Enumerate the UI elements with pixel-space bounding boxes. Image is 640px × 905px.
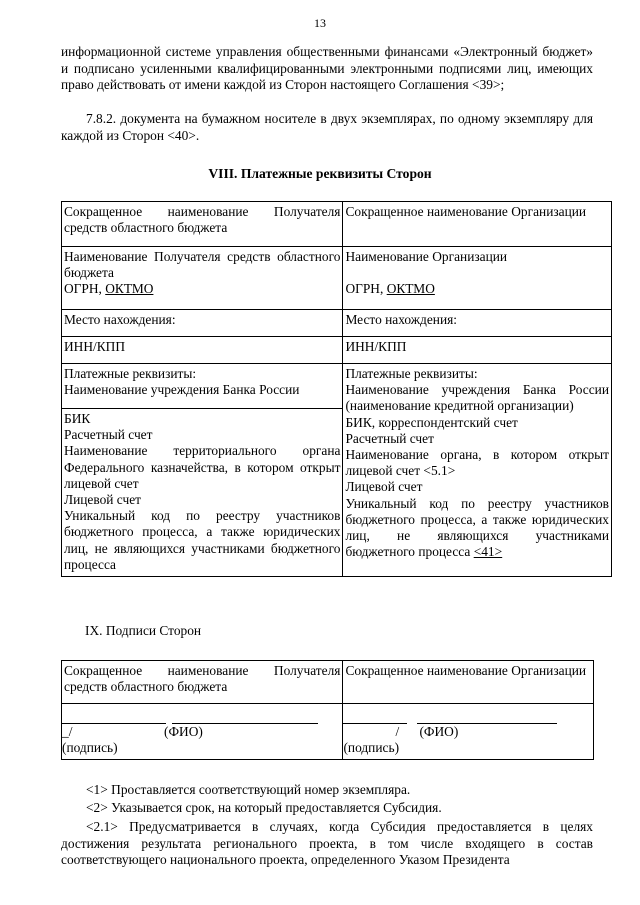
short-name-recipient-cell: Сокращенное наименование Получателя средств областного бюджета xyxy=(62,202,343,247)
signature-lines xyxy=(62,708,340,724)
recipient-inn-kpp-cell: ИНН/КПП xyxy=(62,337,343,364)
fio-caption: (ФИО) xyxy=(419,724,459,740)
recipient-payment-details-cell xyxy=(62,364,343,577)
personal-account-label: Лицевой счет xyxy=(64,492,142,508)
signature-lines xyxy=(343,708,591,724)
payment-details-label: Платежные реквизиты: xyxy=(345,366,478,381)
signature-caption: (подпись) xyxy=(343,740,400,756)
recipient-short-name-cell: Сокращенное наименование Получателя средств областного бюджета xyxy=(62,661,343,704)
table-row xyxy=(62,202,612,247)
table-row xyxy=(62,704,594,760)
personal-account-label: Лицевой счет xyxy=(345,479,423,495)
bik-label: БИК xyxy=(64,411,91,426)
recipient-name-label: Наименование Получателя средств областного бюджета xyxy=(64,249,341,281)
bank-name-label: Наименование учреждения Банка России (наименование кредитной организации) xyxy=(345,382,609,414)
recipient-name-cell xyxy=(62,247,343,310)
organization-ogrn-line xyxy=(345,281,609,297)
organization-inn-kpp-cell: ИНН/КПП xyxy=(343,337,612,364)
organization-payment-details-cell xyxy=(343,364,612,577)
organization-name-cell xyxy=(343,247,612,310)
section-8-title: VIII. Платежные реквизиты Сторон xyxy=(208,166,432,181)
settlement-account-label: Расчетный счет xyxy=(64,427,153,443)
signature-slash: / xyxy=(395,724,400,740)
account-body-label: Наименование органа, в котором открыт лицевой счет <5.1> xyxy=(345,447,609,479)
table-row xyxy=(62,364,612,577)
footnote-1: <1> Проставляется соответствующий номер экземпляра. xyxy=(86,782,411,797)
intro-paragraph-1: информационной системе управления общественными финансами «Электронный бюджет» и подписано усиленными квалифицированными электронными подписями лиц, имеющих право действовать от имени каждой из Сторон настоящего Соглашения <39>; xyxy=(61,44,593,93)
intro-paragraph-2: 7.8.2. документа на бумажном носителе в двух экземплярах, по одному экземпляру для каждой из Сторон <40>. xyxy=(61,111,593,143)
recipient-address-cell: Место нахождения: xyxy=(62,310,343,337)
footnote-2-1: <2.1> Предусматривается в случаях, когда Субсидия предоставляется в целях достижения результата регионального проекта, в том числе входящего в состав соответствующего национального проекта, определенного Указом Президента xyxy=(61,819,593,868)
treasury-body-label: Наименование территориального органа Федерального казначейства, в котором открыт лицевой счет xyxy=(64,443,341,491)
signature-slash: _/ xyxy=(62,724,73,740)
signature-caption-row xyxy=(343,724,591,740)
payment-details-table xyxy=(61,201,612,577)
organization-name-label: Наименование Организации xyxy=(345,249,508,264)
unique-code-text: Уникальный код по реестру участников бюджетного процесса, а также юридических лиц, не являющихся участниками бюджетного процесса xyxy=(345,495,609,560)
table-row xyxy=(62,247,612,310)
footnote-2: <2> Указывается срок, на который предоставляется Субсидия. xyxy=(86,800,442,815)
signature-caption-row xyxy=(62,724,340,740)
organization-signature-cell xyxy=(343,704,594,760)
table-row xyxy=(62,337,612,364)
recipient-ogrn-line xyxy=(64,281,340,297)
table-row xyxy=(62,661,594,704)
bank-name-label: Наименование учреждения Банка России xyxy=(64,382,300,398)
ogrn-label: ОГРН, xyxy=(64,281,106,297)
organization-short-name-cell: Сокращенное наименование Организации xyxy=(343,661,594,704)
fio-line xyxy=(172,709,318,724)
signature-caption: (подпись) xyxy=(62,740,118,756)
bik-corr-account-label: БИК, корреспондентский счет xyxy=(345,414,518,430)
signatures-table xyxy=(61,660,594,760)
footnote-41-link[interactable]: <41> xyxy=(473,544,503,560)
organization-address-cell: Место нахождения: xyxy=(343,310,612,337)
short-name-organization-cell: Сокращенное наименование Организации xyxy=(343,202,612,247)
payment-details-label: Платежные реквизиты: xyxy=(64,366,197,381)
page-number: 13 xyxy=(314,16,326,30)
fio-line xyxy=(417,709,557,724)
ogrn-label: ОГРН, xyxy=(345,281,387,297)
fio-caption: (ФИО) xyxy=(164,724,203,740)
signature-line xyxy=(343,709,407,724)
settlement-account-label: Расчетный счет xyxy=(345,430,434,446)
unique-code-label xyxy=(345,496,609,561)
oktmo-link[interactable]: ОКТМО xyxy=(386,281,435,297)
unique-code-label: Уникальный код по реестру участников бюджетного процесса, а также юридических лиц, не являющихся участниками бюджетного процесса xyxy=(64,508,341,572)
recipient-bank-block xyxy=(62,364,342,409)
signature-line xyxy=(62,709,166,724)
section-9-title: IX. Подписи Сторон xyxy=(85,623,202,638)
recipient-signature-cell xyxy=(62,704,343,760)
table-row xyxy=(62,310,612,337)
oktmo-link[interactable]: ОКТМО xyxy=(105,281,154,297)
recipient-account-block xyxy=(62,409,342,576)
